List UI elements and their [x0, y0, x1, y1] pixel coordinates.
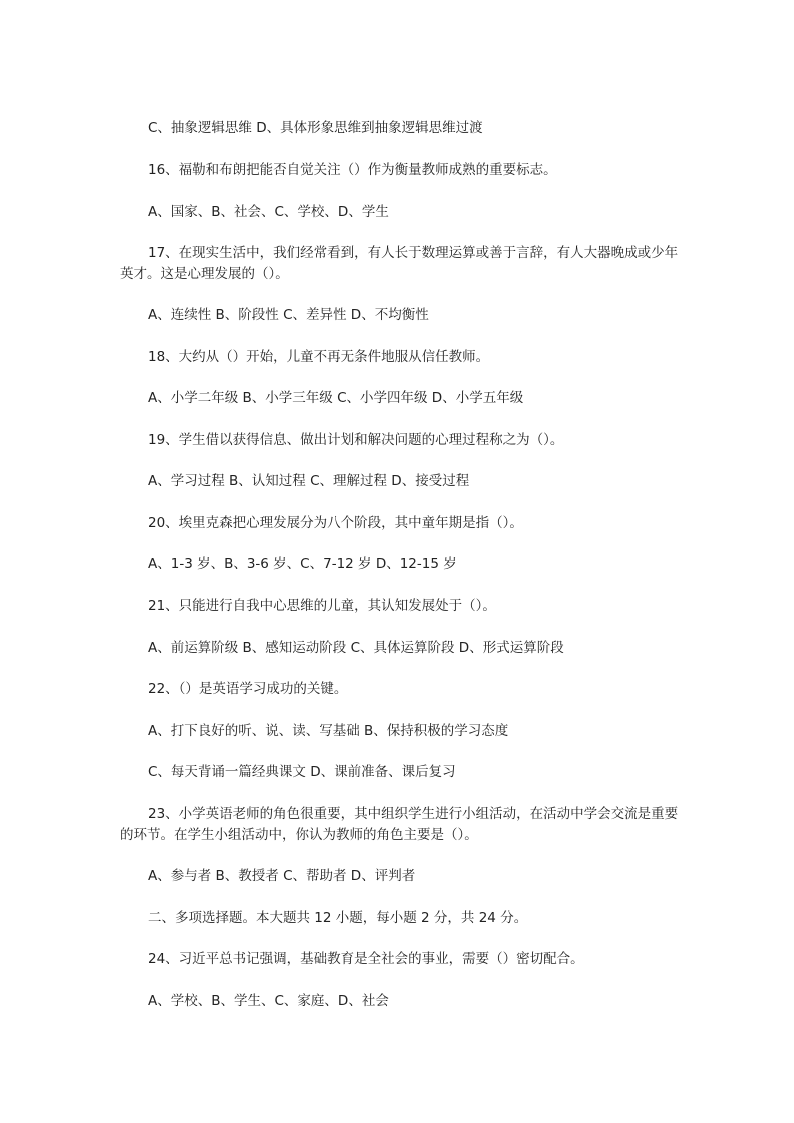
options-20: A、1-3 岁、B、3-6 岁、C、7-12 岁 D、12-15 岁: [148, 556, 457, 572]
options-16: A、国家、B、社会、C、学校、D、学生: [148, 204, 389, 220]
options-21: A、前运算阶级 B、感知运动阶段 C、具体运算阶段 D、形式运算阶段: [148, 640, 564, 656]
options-18: A、小学二年级 B、小学三年级 C、小学四年级 D、小学五年级: [148, 390, 524, 406]
question-16: 16、福勒和布朗把能否自觉关注（）作为衡量教师成熟的重要标志。: [148, 162, 557, 178]
question-21: 21、只能进行自我中心思维的儿童，其认知发展处于（）。: [148, 598, 496, 614]
question-18: 18、大约从（）开始，儿童不再无条件地服从信任教师。: [148, 349, 490, 365]
options-23: A、参与者 B、教授者 C、帮助者 D、评判者: [148, 868, 416, 884]
question-20: 20、埃里克森把心理发展分为八个阶段，其中童年期是指（）。: [148, 515, 523, 531]
options-24: A、学校、B、学生、C、家庭、D、社会: [148, 993, 389, 1009]
options-19: A、学习过程 B、认知过程 C、理解过程 D、接受过程: [148, 473, 470, 489]
section-heading-multiple-choice: 二、多项选择题。本大题共 12 小题，每小题 2 分，共 24 分。: [148, 910, 528, 926]
question-24: 24、习近平总书记强调，基础教育是全社会的事业，需要（）密切配合。: [148, 951, 584, 967]
question-22: 22、（）是英语学习成功的关键。: [148, 681, 348, 697]
options-22-cd: C、每天背诵一篇经典课文 D、课前准备、课后复习: [148, 764, 456, 780]
question-17: 17、在现实生活中，我们经常看到，有人长于数理运算或善于言辞，有人大器晚成或少年英才。这是心理发展的（）。: [120, 245, 679, 282]
options-17: A、连续性 B、阶段性 C、差异性 D、不均衡性: [148, 307, 429, 323]
question-23: 23、小学英语老师的角色很重要，其中组织学生进行小组活动，在活动中学会交流是重要的环节。在学生小组活动中，你认为教师的角色主要是（）。: [120, 806, 679, 843]
option-line-15-cd: C、抽象逻辑思维 D、具体形象思维到抽象逻辑思维过渡: [148, 120, 483, 136]
question-19: 19、学生借以获得信息、做出计划和解决问题的心理过程称之为（）。: [148, 432, 564, 448]
options-22-ab: A、打下良好的听、说、读、写基础 B、保持积极的学习态度: [148, 723, 509, 739]
